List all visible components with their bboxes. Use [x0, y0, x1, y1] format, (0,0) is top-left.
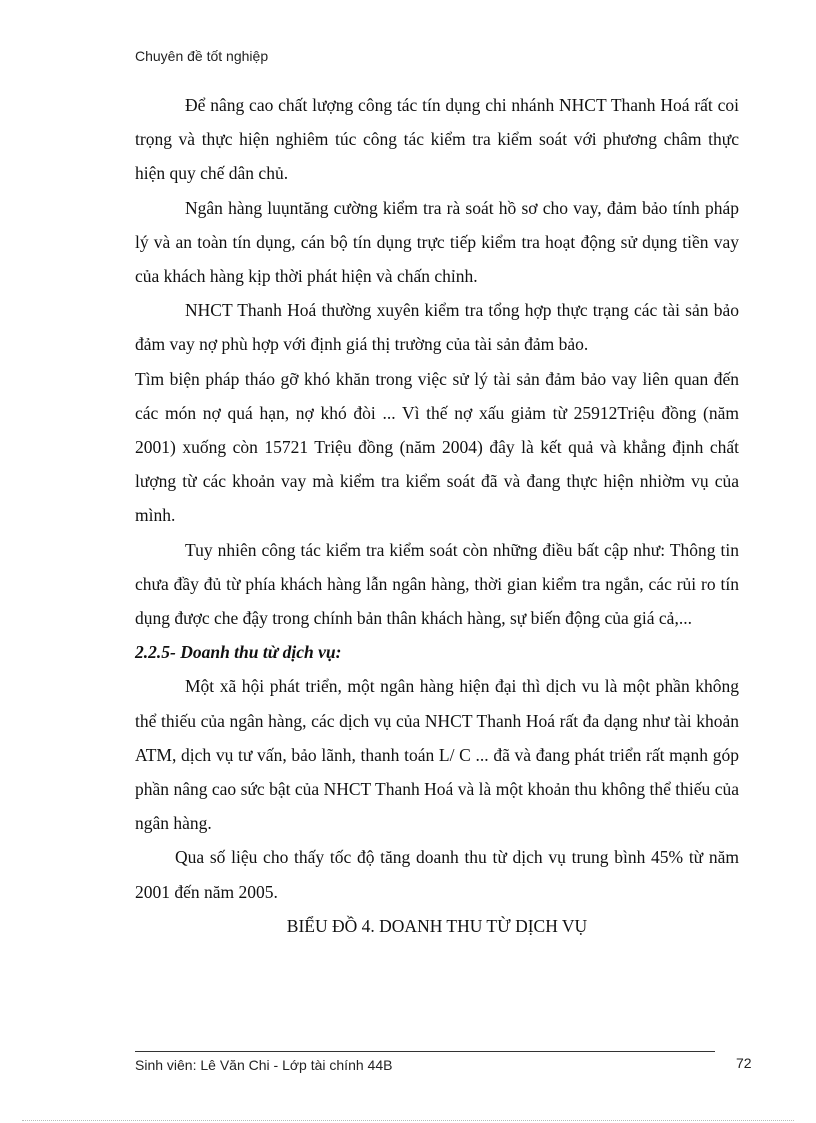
paragraph-bad-debt: Tìm biện pháp tháo gỡ khó khăn trong việc sử lý tài sản đảm bảo vay liên quan đến các món nợ quá hạn, nợ khó đòi ... Vì thế nợ xấu giảm từ 25912Triệu đồng (năm 2001) xuống còn 15721 Triệu đồng (năm 2004) đây là kết quả và khẳng định chất lượng từ các khoản vay mà kiểm tra kiểm soát đã và đang thực hiện nhiờm vụ của mình.	[135, 368, 739, 526]
paragraph-bank-inspection: Ngân hàng luụntăng cường kiểm tra rà soát hồ sơ cho vay, đảm bảo tính pháp lý và an toàn tín dụng, cán bộ tín dụng trực tiếp kiểm tra hoạt động sử dụng tiền vay của khách hàng kịp thời phát hiện và chấn chỉnh.	[135, 197, 739, 287]
paragraph-services: Một xã hội phát triển, một ngân hàng hiện đại thì dịch vu là một phần không thể thiếu của ngân hàng, các dịch vụ của NHCT Thanh Hoá rất đa dạng như tài khoản ATM, dịch vụ tư vấn, bảo lãnh, thanh toán L/ C ... đã và đang phát triển rất mạnh góp phần nâng cao sức bật của NHCT Thanh Hoá và là một khoản thu không thể thiếu của ngân hàng.	[135, 676, 739, 834]
chart-title: BIỂU ĐỒ 4. DOANH THU TỪ DỊCH VỤ	[286, 915, 588, 936]
section-heading: 2.2.5- Doanh thu từ dịch vụ:	[135, 642, 342, 663]
footer-divider	[135, 1051, 715, 1052]
page-bottom-edge	[22, 1120, 794, 1121]
paragraph-collateral-review: NHCT Thanh Hoá thường xuyên kiểm tra tổng hợp thực trạng các tài sản bảo đảm vay nợ phù hợp với định giá thị trường của tài sản đảm bảo.	[135, 300, 739, 355]
paragraph-limitations: Tuy nhiên công tác kiểm tra kiểm soát còn những điều bất cập như: Thông tin chưa đầy đủ từ phía khách hàng lẫn ngân hàng, thời gian kiểm tra ngắn, các rủi ro tín dụng được che đậy trong chính bản thân khách hàng, sự biến động của giá cả,...	[135, 539, 739, 629]
document-header: Chuyên đề tốt nghiệp	[135, 48, 269, 64]
document-body	[135, 88, 739, 943]
paragraph-growth-rate: Qua số liệu cho thấy tốc độ tăng doanh thu từ dịch vụ trung bình 45% từ năm 2001 đến năm 2005.	[135, 847, 739, 902]
paragraph-credit-quality: Để nâng cao chất lượng công tác tín dụng chi nhánh NHCT Thanh Hoá rất coi trọng và thực hiện nghiêm túc công tác kiểm tra kiểm soát với phương châm thực hiện quy chế dân chủ.	[135, 95, 739, 184]
footer-author: Sinh viên: Lê Văn Chi - Lớp tài chính 44B	[135, 1057, 393, 1073]
page-number: 72	[736, 1055, 752, 1071]
